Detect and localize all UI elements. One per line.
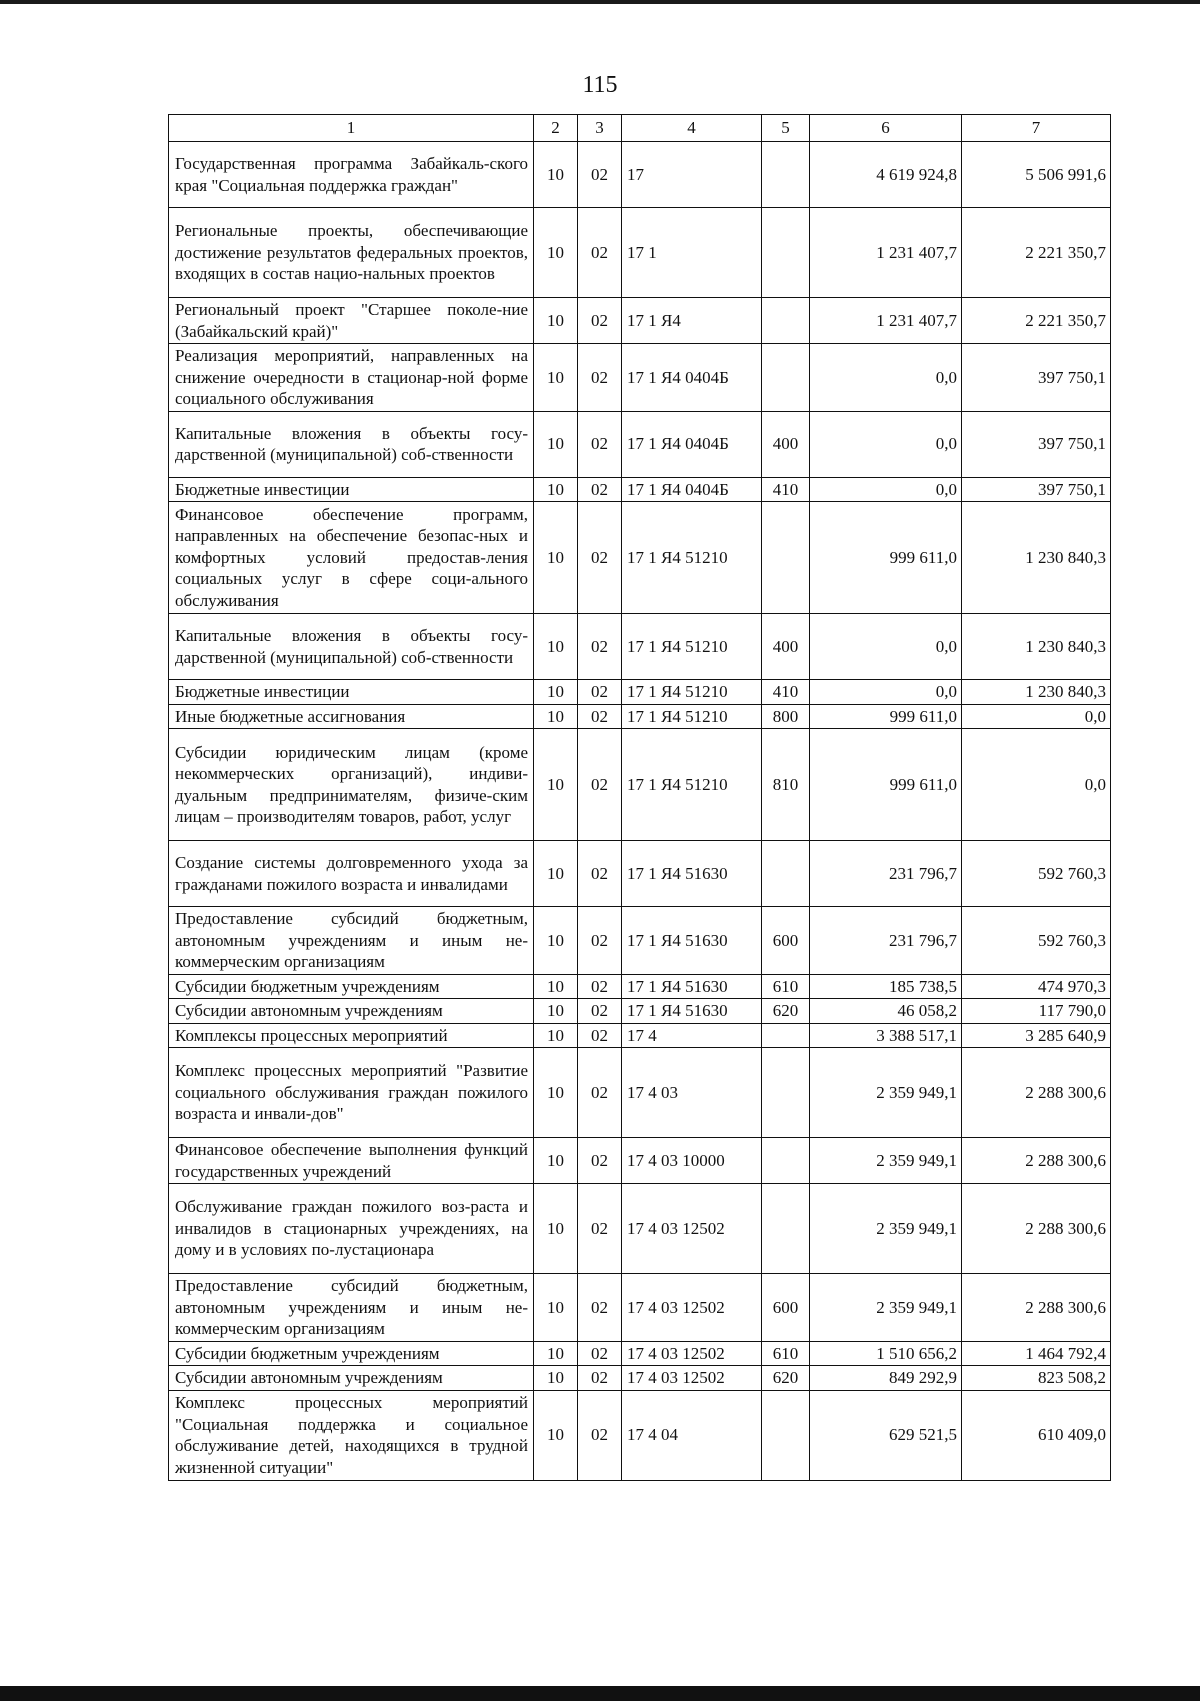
header-col-6: 6 — [810, 115, 962, 142]
row-expense-type — [762, 1048, 810, 1138]
row-name: Субсидии автономным учреждениям — [169, 999, 534, 1024]
header-col-1: 1 — [169, 115, 534, 142]
row-section: 10 — [534, 477, 578, 502]
row-target-code: 17 1 Я4 51210 — [622, 502, 762, 614]
table-row — [169, 208, 1111, 298]
row-value-col7: 1 230 840,3 — [962, 614, 1111, 680]
row-name: Субсидии бюджетным учреждениям — [169, 974, 534, 999]
row-expense-type — [762, 1390, 810, 1480]
row-value-col7: 2 221 350,7 — [962, 208, 1111, 298]
row-expense-type: 800 — [762, 704, 810, 729]
table-row — [169, 1366, 1111, 1391]
row-section: 10 — [534, 907, 578, 975]
row-target-code: 17 1 Я4 51210 — [622, 680, 762, 705]
row-value-col7: 397 750,1 — [962, 411, 1111, 477]
row-value-col7: 592 760,3 — [962, 841, 1111, 907]
row-value-col6: 231 796,7 — [810, 907, 962, 975]
row-section: 10 — [534, 208, 578, 298]
row-section: 10 — [534, 974, 578, 999]
row-expense-type — [762, 1184, 810, 1274]
row-name: Субсидии бюджетным учреждениям — [169, 1341, 534, 1366]
row-expense-type: 610 — [762, 1341, 810, 1366]
row-value-col7: 474 970,3 — [962, 974, 1111, 999]
row-value-col7: 1 464 792,4 — [962, 1341, 1111, 1366]
row-subsection: 02 — [578, 704, 622, 729]
row-value-col7: 397 750,1 — [962, 344, 1111, 412]
row-value-col7: 2 288 300,6 — [962, 1048, 1111, 1138]
row-section: 10 — [534, 1138, 578, 1184]
row-value-col7: 5 506 991,6 — [962, 142, 1111, 208]
row-value-col6: 2 359 949,1 — [810, 1184, 962, 1274]
row-target-code: 17 1 Я4 — [622, 298, 762, 344]
row-section: 10 — [534, 344, 578, 412]
row-section: 10 — [534, 704, 578, 729]
row-value-col6: 1 510 656,2 — [810, 1341, 962, 1366]
row-section: 10 — [534, 841, 578, 907]
row-value-col6: 2 359 949,1 — [810, 1048, 962, 1138]
page-number: 115 — [582, 72, 618, 98]
row-name: Капитальные вложения в объекты госу-дарственной (муниципальной) соб-ственности — [169, 614, 534, 680]
row-expense-type: 400 — [762, 614, 810, 680]
header-col-4: 4 — [622, 115, 762, 142]
row-name: Предоставление субсидий бюджетным, автономным учреждениям и иным не-коммерческим организациям — [169, 907, 534, 975]
table-row — [169, 1341, 1111, 1366]
row-value-col6: 999 611,0 — [810, 704, 962, 729]
table-row — [169, 614, 1111, 680]
row-subsection: 02 — [578, 841, 622, 907]
row-target-code: 17 4 — [622, 1023, 762, 1048]
table-row — [169, 1274, 1111, 1342]
row-value-col6: 999 611,0 — [810, 502, 962, 614]
row-target-code: 17 1 Я4 0404Б — [622, 477, 762, 502]
table-row — [169, 502, 1111, 614]
row-value-col7: 2 288 300,6 — [962, 1184, 1111, 1274]
row-target-code: 17 1 Я4 51630 — [622, 999, 762, 1024]
row-value-col6: 0,0 — [810, 680, 962, 705]
table-row — [169, 1390, 1111, 1480]
table-row — [169, 477, 1111, 502]
row-name: Бюджетные инвестиции — [169, 477, 534, 502]
row-value-col7: 610 409,0 — [962, 1390, 1111, 1480]
row-target-code: 17 4 04 — [622, 1390, 762, 1480]
row-value-col6: 629 521,5 — [810, 1390, 962, 1480]
row-target-code: 17 1 Я4 51630 — [622, 907, 762, 975]
row-target-code: 17 1 Я4 51630 — [622, 841, 762, 907]
table-row — [169, 344, 1111, 412]
row-target-code: 17 1 Я4 51210 — [622, 704, 762, 729]
row-subsection: 02 — [578, 1274, 622, 1342]
table-row — [169, 729, 1111, 841]
row-target-code: 17 4 03 12502 — [622, 1274, 762, 1342]
row-name: Реализация мероприятий, направленных на снижение очередности в стационар-ной форме социального обслуживания — [169, 344, 534, 412]
row-section: 10 — [534, 142, 578, 208]
row-subsection: 02 — [578, 1366, 622, 1391]
row-section: 10 — [534, 729, 578, 841]
row-target-code: 17 — [622, 142, 762, 208]
row-value-col7: 0,0 — [962, 704, 1111, 729]
row-name: Комплексы процессных мероприятий — [169, 1023, 534, 1048]
row-target-code: 17 4 03 12502 — [622, 1341, 762, 1366]
table-row — [169, 841, 1111, 907]
row-name: Региональные проекты, обеспечивающие достижение результатов федеральных проектов, входящих в состав нацио-нальных проектов — [169, 208, 534, 298]
row-subsection: 02 — [578, 298, 622, 344]
row-name: Финансовое обеспечение программ, направленных на обеспечение безопас-ных и комфортных условий предостав-ления социальных услуг в сфере соци-ального обслуживания — [169, 502, 534, 614]
row-value-col6: 0,0 — [810, 614, 962, 680]
row-target-code: 17 1 Я4 51210 — [622, 614, 762, 680]
row-name: Субсидии юридическим лицам (кроме некоммерческих организаций), индиви-дуальным предпринимателям, физиче-ским лицам – производителям товаров, работ, услуг — [169, 729, 534, 841]
table-row — [169, 907, 1111, 975]
row-section: 10 — [534, 1023, 578, 1048]
budget-table — [168, 114, 1111, 1481]
row-section: 10 — [534, 1366, 578, 1391]
row-subsection: 02 — [578, 907, 622, 975]
row-value-col6: 2 359 949,1 — [810, 1274, 962, 1342]
row-name: Обслуживание граждан пожилого воз-раста и инвалидов в стационарных учреждениях, на дому и в условиях по-лустационара — [169, 1184, 534, 1274]
row-target-code: 17 1 Я4 0404Б — [622, 344, 762, 412]
row-expense-type: 410 — [762, 680, 810, 705]
row-value-col6: 1 231 407,7 — [810, 208, 962, 298]
row-section: 10 — [534, 1341, 578, 1366]
row-section: 10 — [534, 1390, 578, 1480]
row-subsection: 02 — [578, 411, 622, 477]
row-expense-type: 600 — [762, 907, 810, 975]
header-col-5: 5 — [762, 115, 810, 142]
row-expense-type: 810 — [762, 729, 810, 841]
row-expense-type: 610 — [762, 974, 810, 999]
table-row — [169, 704, 1111, 729]
row-subsection: 02 — [578, 1390, 622, 1480]
row-value-col6: 231 796,7 — [810, 841, 962, 907]
row-expense-type — [762, 208, 810, 298]
table-header-row — [169, 115, 1111, 142]
table-row — [169, 142, 1111, 208]
row-name: Иные бюджетные ассигнования — [169, 704, 534, 729]
table-row — [169, 1138, 1111, 1184]
row-value-col6: 46 058,2 — [810, 999, 962, 1024]
table-row — [169, 411, 1111, 477]
row-value-col7: 0,0 — [962, 729, 1111, 841]
row-name: Финансовое обеспечение выполнения функций государственных учреждений — [169, 1138, 534, 1184]
row-subsection: 02 — [578, 999, 622, 1024]
row-section: 10 — [534, 1048, 578, 1138]
row-target-code: 17 1 — [622, 208, 762, 298]
row-expense-type: 600 — [762, 1274, 810, 1342]
row-section: 10 — [534, 1274, 578, 1342]
row-target-code: 17 4 03 12502 — [622, 1184, 762, 1274]
row-expense-type: 620 — [762, 999, 810, 1024]
table-row — [169, 1023, 1111, 1048]
row-name: Региональный проект "Старшее поколе-ние (Забайкальский край)" — [169, 298, 534, 344]
row-expense-type: 410 — [762, 477, 810, 502]
row-target-code: 17 4 03 — [622, 1048, 762, 1138]
row-value-col7: 823 508,2 — [962, 1366, 1111, 1391]
scan-border-top — [0, 0, 1200, 4]
row-value-col6: 185 738,5 — [810, 974, 962, 999]
row-value-col6: 849 292,9 — [810, 1366, 962, 1391]
row-value-col6: 999 611,0 — [810, 729, 962, 841]
row-value-col6: 0,0 — [810, 411, 962, 477]
row-target-code: 17 1 Я4 0404Б — [622, 411, 762, 477]
row-expense-type — [762, 142, 810, 208]
row-target-code: 17 4 03 12502 — [622, 1366, 762, 1391]
row-value-col6: 3 388 517,1 — [810, 1023, 962, 1048]
row-section: 10 — [534, 680, 578, 705]
row-name: Бюджетные инвестиции — [169, 680, 534, 705]
row-value-col6: 1 231 407,7 — [810, 298, 962, 344]
row-expense-type: 620 — [762, 1366, 810, 1391]
table-row — [169, 974, 1111, 999]
row-subsection: 02 — [578, 477, 622, 502]
row-subsection: 02 — [578, 142, 622, 208]
row-value-col6: 0,0 — [810, 344, 962, 412]
table-row — [169, 680, 1111, 705]
row-subsection: 02 — [578, 344, 622, 412]
row-expense-type — [762, 1138, 810, 1184]
scan-border-bottom — [0, 1686, 1200, 1701]
row-section: 10 — [534, 999, 578, 1024]
header-col-3: 3 — [578, 115, 622, 142]
row-name: Субсидии автономным учреждениям — [169, 1366, 534, 1391]
row-name: Государственная программа Забайкаль-ского края "Социальная поддержка граждан" — [169, 142, 534, 208]
table-row — [169, 1048, 1111, 1138]
table-row — [169, 1184, 1111, 1274]
row-target-code: 17 1 Я4 51210 — [622, 729, 762, 841]
row-value-col7: 1 230 840,3 — [962, 502, 1111, 614]
row-subsection: 02 — [578, 1048, 622, 1138]
row-subsection: 02 — [578, 680, 622, 705]
row-section: 10 — [534, 411, 578, 477]
row-expense-type — [762, 1023, 810, 1048]
row-name: Предоставление субсидий бюджетным, автономным учреждениям и иным не-коммерческим организациям — [169, 1274, 534, 1342]
row-subsection: 02 — [578, 1023, 622, 1048]
row-name: Комплекс процессных мероприятий "Социальная поддержка и социальное обслуживание детей, находящихся в трудной жизненной ситуации" — [169, 1390, 534, 1480]
row-value-col7: 3 285 640,9 — [962, 1023, 1111, 1048]
header-col-2: 2 — [534, 115, 578, 142]
row-value-col7: 397 750,1 — [962, 477, 1111, 502]
row-value-col6: 0,0 — [810, 477, 962, 502]
row-name: Комплекс процессных мероприятий "Развитие социального обслуживания граждан пожилого возраста и инвали-дов" — [169, 1048, 534, 1138]
row-value-col6: 4 619 924,8 — [810, 142, 962, 208]
row-section: 10 — [534, 502, 578, 614]
row-value-col7: 2 288 300,6 — [962, 1138, 1111, 1184]
row-subsection: 02 — [578, 1184, 622, 1274]
table-row — [169, 999, 1111, 1024]
row-expense-type: 400 — [762, 411, 810, 477]
row-value-col7: 2 221 350,7 — [962, 298, 1111, 344]
row-expense-type — [762, 502, 810, 614]
row-name: Капитальные вложения в объекты госу-дарственной (муниципальной) соб-ственности — [169, 411, 534, 477]
row-section: 10 — [534, 614, 578, 680]
row-target-code: 17 1 Я4 51630 — [622, 974, 762, 999]
table-body — [169, 142, 1111, 1481]
row-subsection: 02 — [578, 614, 622, 680]
row-value-col7: 1 230 840,3 — [962, 680, 1111, 705]
row-value-col7: 2 288 300,6 — [962, 1274, 1111, 1342]
row-value-col7: 117 790,0 — [962, 999, 1111, 1024]
row-subsection: 02 — [578, 502, 622, 614]
row-subsection: 02 — [578, 1138, 622, 1184]
row-section: 10 — [534, 298, 578, 344]
row-subsection: 02 — [578, 208, 622, 298]
row-target-code: 17 4 03 10000 — [622, 1138, 762, 1184]
row-expense-type — [762, 841, 810, 907]
row-section: 10 — [534, 1184, 578, 1274]
table-row — [169, 298, 1111, 344]
row-expense-type — [762, 344, 810, 412]
row-subsection: 02 — [578, 1341, 622, 1366]
row-value-col7: 592 760,3 — [962, 907, 1111, 975]
row-value-col6: 2 359 949,1 — [810, 1138, 962, 1184]
row-subsection: 02 — [578, 974, 622, 999]
row-expense-type — [762, 298, 810, 344]
header-col-7: 7 — [962, 115, 1111, 142]
row-subsection: 02 — [578, 729, 622, 841]
row-name: Создание системы долговременного ухода за гражданами пожилого возраста и инвалидами — [169, 841, 534, 907]
